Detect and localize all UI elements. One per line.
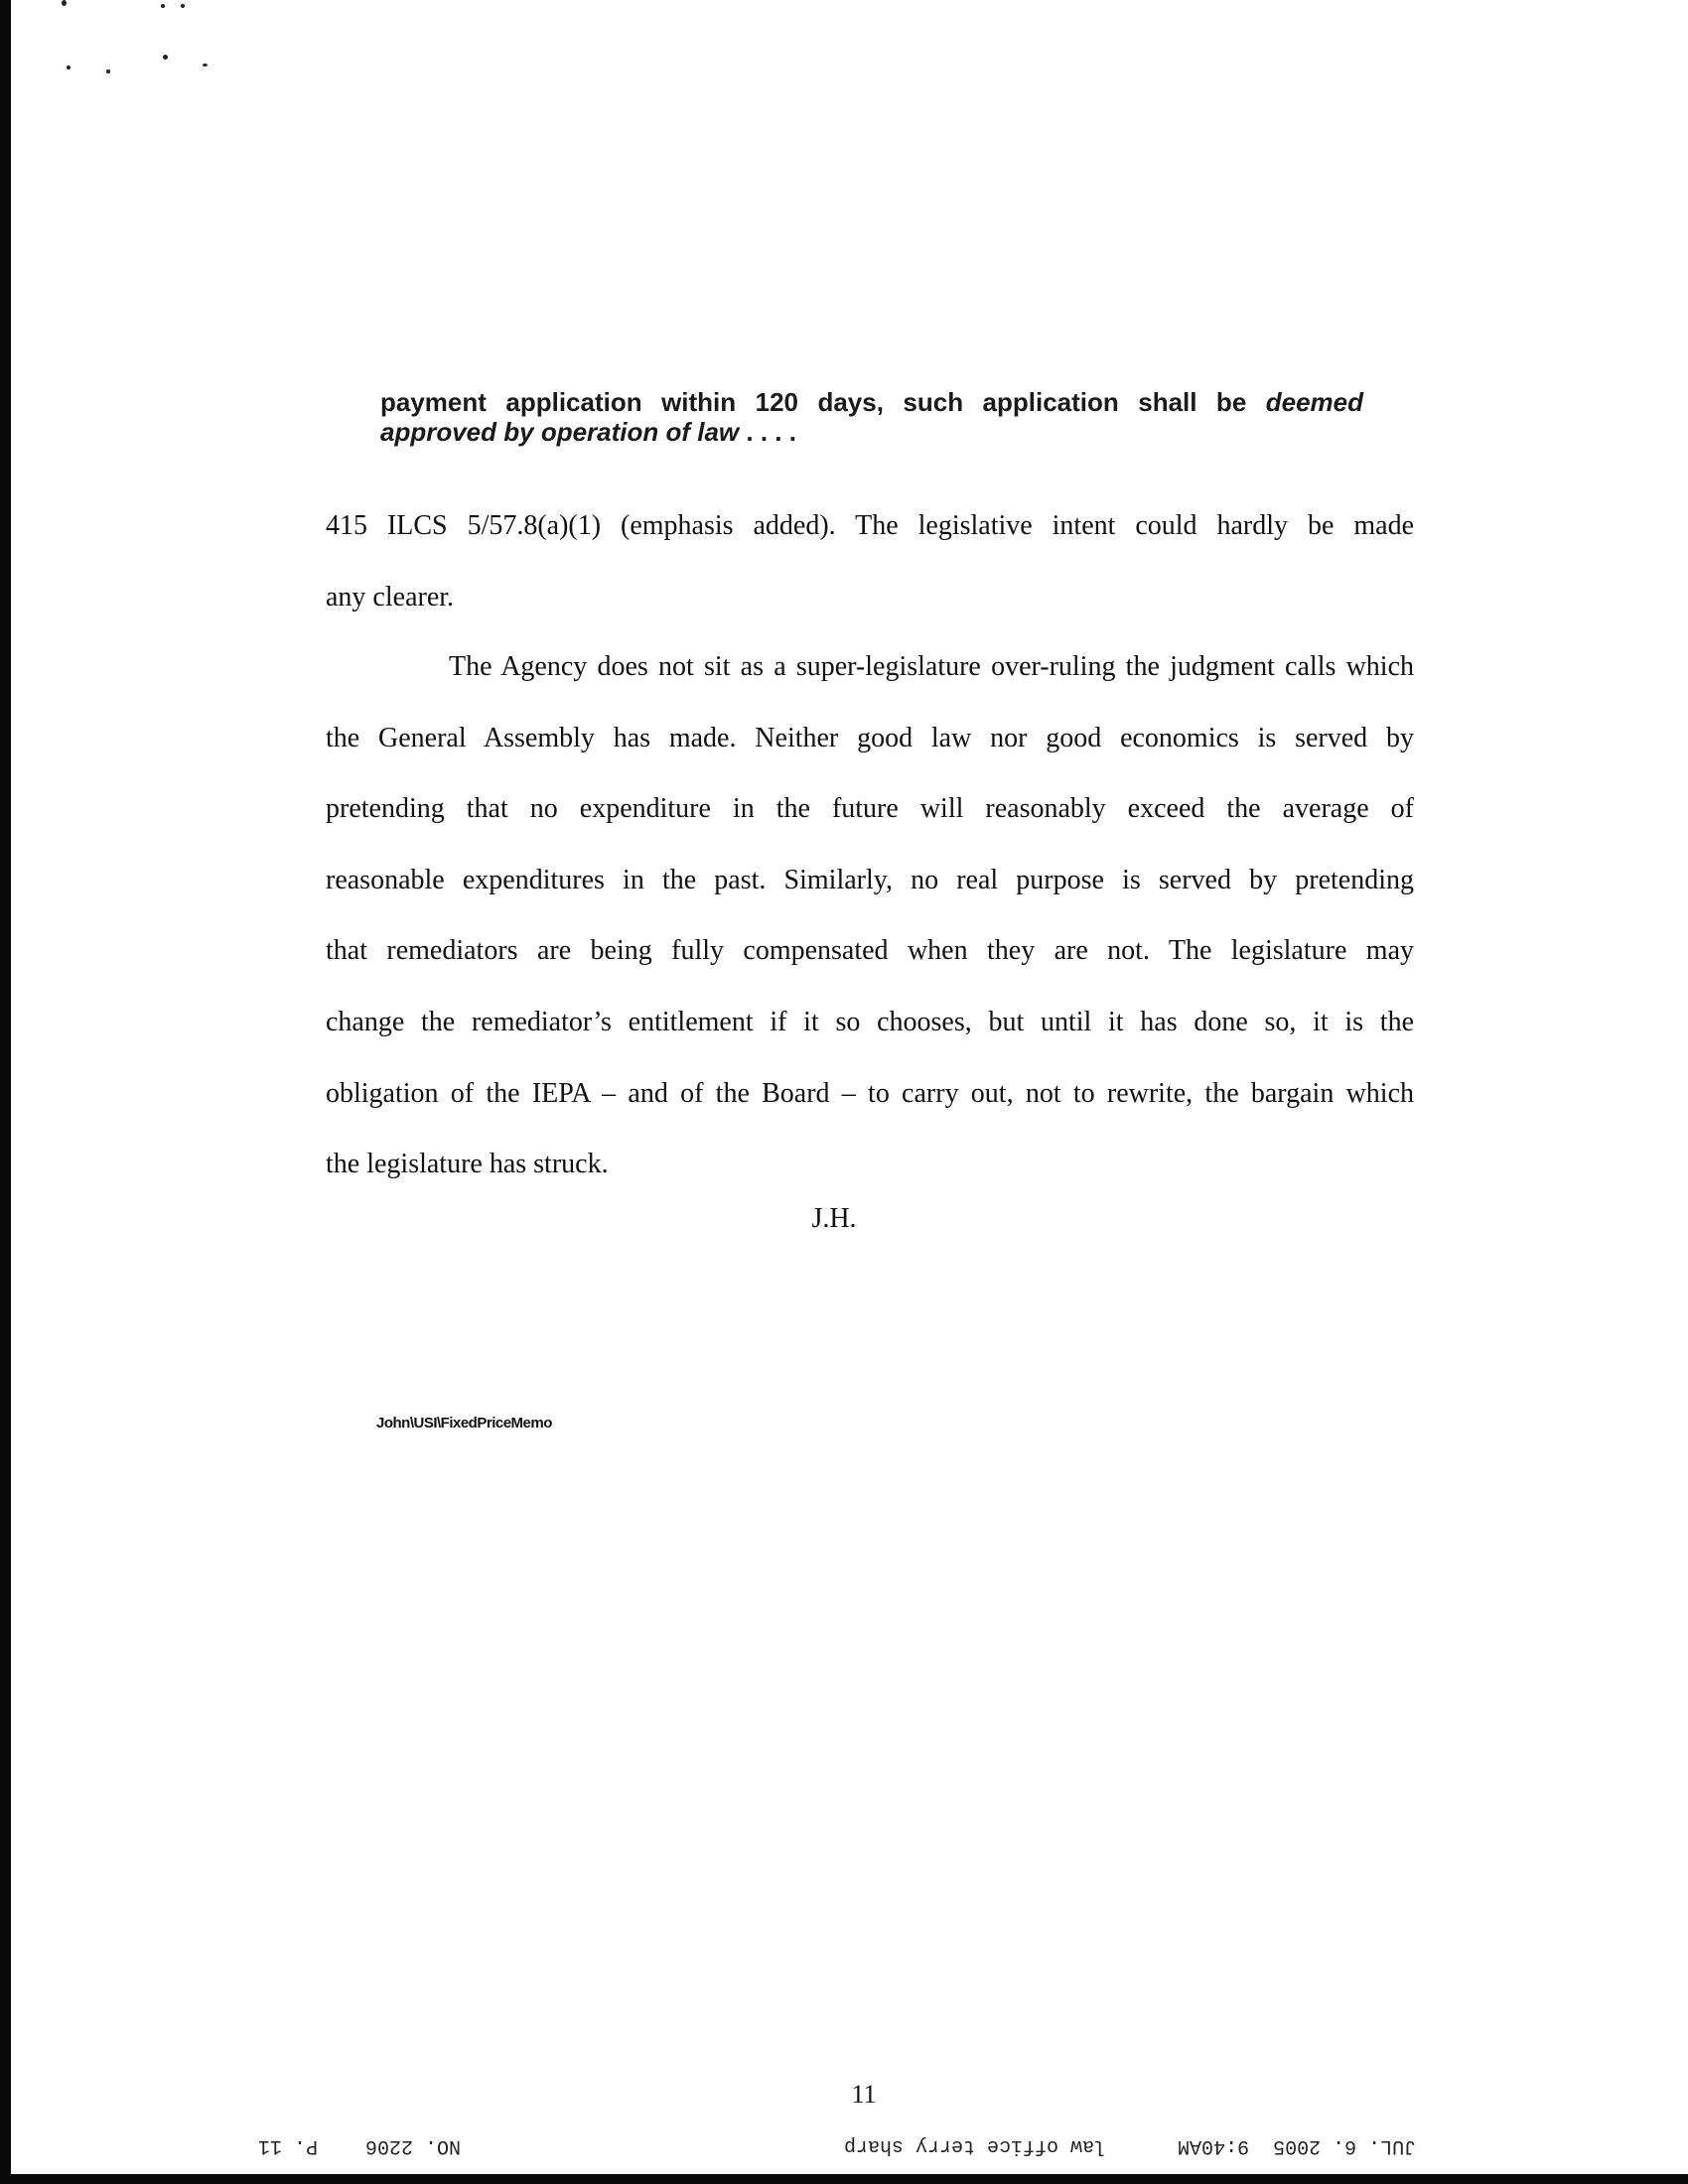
scan-speck xyxy=(62,0,67,6)
quote-ellipsis: . . . . xyxy=(739,417,796,447)
paragraph-line: the General Assembly has made. Neither good law nor good economics is served by xyxy=(326,722,1414,753)
fax-header-left: NO. 2206 P. 11 xyxy=(258,2134,462,2157)
body-paragraph xyxy=(326,631,1414,1200)
citation-line: any clearer. xyxy=(326,581,455,613)
block-quote xyxy=(380,387,1363,447)
quote-emphasis: deemed approved by operation of law xyxy=(380,387,1363,447)
signature-initials: J.H. xyxy=(811,1203,857,1234)
scan-speck xyxy=(67,66,70,69)
paragraph-line: change the remediator’s entitlement if it so chooses, but until it has done so, it is the xyxy=(326,1006,1414,1037)
scan-speck xyxy=(163,55,168,60)
citation xyxy=(326,490,1414,632)
scan-speck xyxy=(161,4,165,8)
scan-speck xyxy=(106,69,110,73)
paragraph-line: that remediators are being fully compensated when they are not. The legislature may xyxy=(326,935,1414,967)
fax-header-right: JUL. 6. 2005 9:40AM law office terry sharp xyxy=(844,2134,1417,2157)
scan-speck xyxy=(181,4,185,8)
page-number: 11 xyxy=(851,2080,877,2109)
paragraph-line: obligation of the IEPA – and of the Board – to carry out, not to rewrite, the bargain which xyxy=(326,1077,1414,1109)
document-file-path: John\USI\FixedPriceMemo xyxy=(376,1415,552,1432)
paragraph-line: The Agency does not sit as a super-legislature over-ruling the judgment calls which xyxy=(449,651,1414,682)
paragraph-line: pretending that no expenditure in the future will reasonably exceed the average of xyxy=(326,793,1414,825)
scan-speck xyxy=(203,64,208,67)
paragraph-line: reasonable expenditures in the past. Similarly, no real purpose is served by pretending xyxy=(326,864,1414,895)
paragraph-line: the legislature has struck. xyxy=(326,1149,609,1180)
citation-line: 415 ILCS 5/57.8(a)(1) (emphasis added). The legislative intent could hardly be made xyxy=(326,510,1414,541)
quote-text: payment application within 120 days, such application shall be xyxy=(380,387,1266,417)
scan-left-edge xyxy=(0,0,11,2184)
scan-bottom-edge xyxy=(0,2174,1688,2184)
